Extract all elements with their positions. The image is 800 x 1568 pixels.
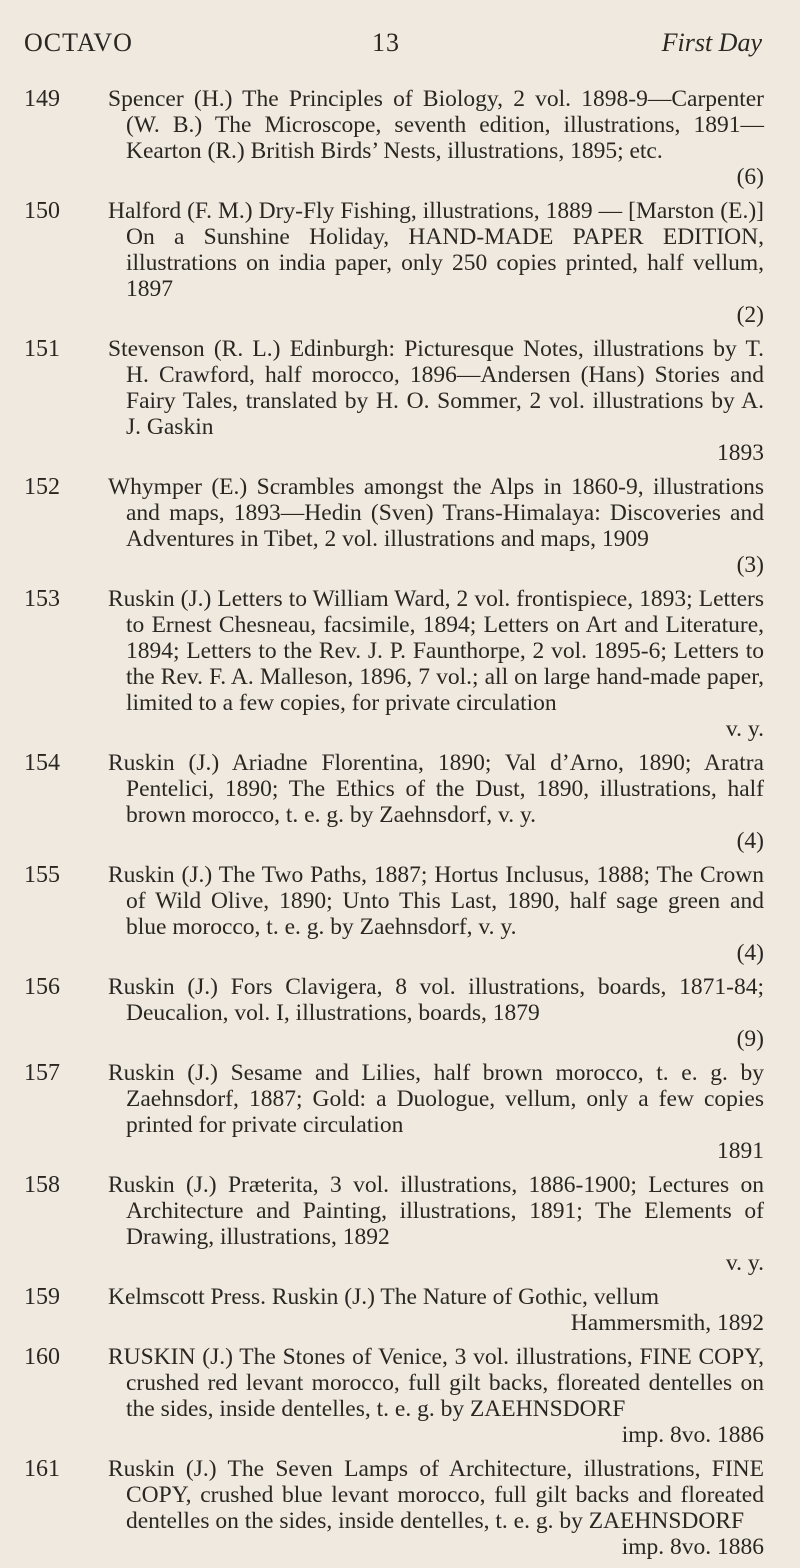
- lot-description: [108, 974, 764, 1052]
- lot-text: Ruskin (J.) Sesame and Lilies, half brown morocco, t. e. g. by Zaehnsdorf, 1887; Gold: a Duologue, vellum, only a few copies printed for private circulation: [108, 1060, 764, 1138]
- lot-entry: [0, 1344, 800, 1448]
- lot-description: [108, 336, 764, 466]
- lot-number: 150: [24, 198, 60, 224]
- lot-entry: [0, 586, 800, 742]
- lot-description: [108, 86, 764, 190]
- lot-tail: v. y.: [725, 1250, 764, 1276]
- lot-entry: [0, 336, 800, 466]
- format-label: OCTAVO: [24, 28, 133, 57]
- lot-description: [108, 750, 764, 854]
- lot-entry: [0, 750, 800, 854]
- lot-tail: imp. 8vo. 1886: [621, 1422, 764, 1448]
- lot-number: 160: [24, 1344, 60, 1370]
- lot-text: RUSKIN (J.) The Stones of Venice, 3 vol. illustrations, FINE COPY, crushed red levant morocco, full gilt backs, floreated dentelles on the sides, inside dentelles, t. e. g. by ZAEHNSDORF: [108, 1344, 764, 1422]
- lot-number: 153: [24, 586, 60, 612]
- lot-entry: [0, 1172, 800, 1276]
- lot-number: 157: [24, 1060, 60, 1086]
- lot-tail: (4): [736, 940, 764, 966]
- running-header: [0, 28, 800, 68]
- lot-tail: (9): [736, 1026, 764, 1052]
- lot-description: [108, 1172, 764, 1276]
- lot-entry: [0, 1284, 800, 1336]
- lot-tail: (3): [736, 552, 764, 578]
- lot-entry: [0, 86, 800, 190]
- lot-tail: imp. 8vo. 1886: [621, 1534, 764, 1560]
- lot-number: 161: [24, 1456, 60, 1482]
- lot-list: [0, 86, 800, 1568]
- lot-entry: [0, 862, 800, 966]
- lot-number: 156: [24, 974, 60, 1000]
- lot-entry: [0, 474, 800, 578]
- lot-number: 152: [24, 474, 60, 500]
- lot-text: Ruskin (J.) The Two Paths, 1887; Hortus Inclusus, 1888; The Crown of Wild Olive, 1890; Unto This Last, 1890, half sage green and blue morocco, t. e. g. by Zaehnsdorf, v. y.: [108, 862, 764, 940]
- lot-entry: [0, 198, 800, 328]
- lot-number: 154: [24, 750, 60, 776]
- lot-entry: [0, 1060, 800, 1164]
- lot-tail: (2): [736, 302, 764, 328]
- lot-text: Ruskin (J.) Letters to William Ward, 2 vol. frontispiece, 1893; Letters to Ernest Chesneau, facsimile, 1894; Letters on Art and Literature, 1894; Letters to the Rev. J. P. Faunthorpe, 2 vol. 1895-6; Letters to the Rev. F. A. Malleson, 1896, 7 vol.; all on large hand-made paper, limited to a few copies, for private circulation: [108, 586, 764, 716]
- lot-tail: 1891: [717, 1138, 764, 1164]
- lot-description: [108, 198, 764, 328]
- lot-description: [108, 1284, 764, 1336]
- sale-day-label: First Day: [661, 28, 762, 57]
- lot-tail: v. y.: [725, 716, 764, 742]
- lot-number: 151: [24, 336, 60, 362]
- lot-text: Ruskin (J.) The Seven Lamps of Architecture, illustrations, FINE COPY, crushed blue levant morocco, full gilt backs and floreated dentelles on the sides, inside dentelles, t. e. g. by ZAEHNSDORF: [108, 1456, 764, 1534]
- lot-description: [108, 474, 764, 578]
- lot-tail: 1893: [717, 440, 764, 466]
- lot-text: Ruskin (J.) Ariadne Florentina, 1890; Val d’Arno, 1890; Aratra Pentelici, 1890; The Ethics of the Dust, 1890, illustrations, half brown morocco, t. e. g. by Zaehnsdorf, v. y.: [108, 750, 764, 828]
- lot-number: 155: [24, 862, 60, 888]
- lot-text: Halford (F. M.) Dry-Fly Fishing, illustrations, 1889 — [Marston (E.)] On a Sunshine Holiday, HAND-MADE PAPER EDITION, illustrations on india paper, only 250 copies printed, half vellum, 1897: [108, 198, 764, 302]
- lot-number: 158: [24, 1172, 60, 1198]
- lot-description: [108, 862, 764, 966]
- lot-tail: Hammersmith, 1892: [570, 1310, 764, 1336]
- lot-text: Whymper (E.) Scrambles amongst the Alps in 1860-9, illustrations and maps, 1893—Hedin (Sven) Trans-Himalaya: Discoveries and Adventures in Tibet, 2 vol. illustrations and maps, 1909: [108, 474, 764, 552]
- page-number: 13: [372, 28, 400, 57]
- lot-text: Ruskin (J.) Præterita, 3 vol. illustrations, 1886-1900; Lectures on Architecture and Painting, illustrations, 1891; The Elements of Drawing, illustrations, 1892: [108, 1172, 764, 1250]
- lot-text: Ruskin (J.) Fors Clavigera, 8 vol. illustrations, boards, 1871-84; Deucalion, vol. I, illustrations, boards, 1879: [108, 974, 764, 1026]
- lot-entry: [0, 974, 800, 1052]
- lot-description: [108, 1456, 764, 1560]
- lot-tail: (4): [736, 828, 764, 854]
- lot-text: Stevenson (R. L.) Edinburgh: Picturesque Notes, illustrations by T. H. Crawford, half morocco, 1896—Andersen (Hans) Stories and Fairy Tales, translated by H. O. Sommer, 2 vol. illustrations by A. J. Gaskin: [108, 336, 764, 440]
- lot-text: Kelmscott Press. Ruskin (J.) The Nature of Gothic, vellum: [108, 1284, 660, 1310]
- lot-tail: (6): [736, 164, 764, 190]
- lot-number: 149: [24, 86, 60, 112]
- lot-description: [108, 1344, 764, 1448]
- lot-text: Spencer (H.) The Principles of Biology, 2 vol. 1898-9—Carpenter (W. B.) The Microscope, seventh edition, illustrations, 1891—Kearton (R.) British Birds’ Nests, illustrations, 1895; etc.: [108, 86, 764, 164]
- lot-number: 159: [24, 1284, 60, 1310]
- lot-entry: [0, 1456, 800, 1560]
- lot-description: [108, 1060, 764, 1164]
- lot-description: [108, 586, 764, 742]
